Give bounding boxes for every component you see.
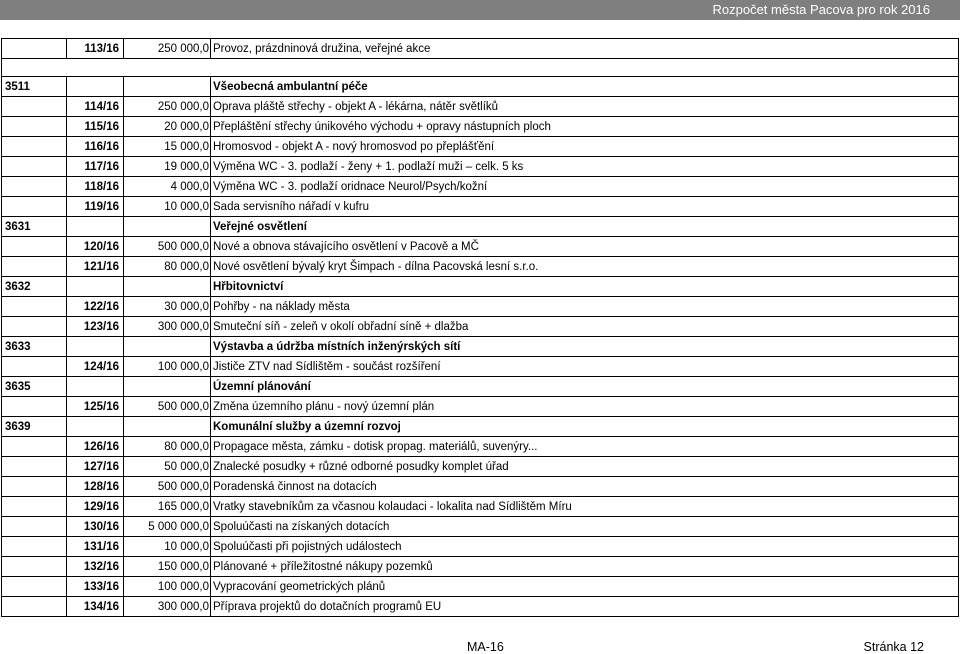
section-code-cell: 3639 xyxy=(2,417,67,437)
description-cell: Územní plánování xyxy=(211,377,959,397)
item-row xyxy=(2,597,959,617)
item-row xyxy=(2,237,959,257)
budget-table-body xyxy=(2,39,959,617)
item-row xyxy=(2,137,959,157)
item-row xyxy=(2,557,959,577)
section-code-cell: 3632 xyxy=(2,277,67,297)
item-code-cell xyxy=(67,277,124,297)
description-cell: Poradenská činnost na dotacích xyxy=(211,477,959,497)
description-cell: Oprava pláště střechy - objekt A - lékárna, nátěr světlíků xyxy=(211,97,959,117)
item-row xyxy=(2,577,959,597)
description-cell: Spoluúčasti na získaných dotacích xyxy=(211,517,959,537)
amount-cell: 500 000,0 xyxy=(124,237,211,257)
amount-cell: 15 000,0 xyxy=(124,137,211,157)
amount-cell: 250 000,0 xyxy=(124,39,211,59)
amount-cell: 5 000 000,0 xyxy=(124,517,211,537)
section-code-cell xyxy=(2,39,67,59)
item-code-cell: 115/16 xyxy=(67,117,124,137)
item-code-cell xyxy=(67,77,124,97)
section-code-cell xyxy=(2,317,67,337)
description-cell: Propagace města, zámku - dotisk propag. materiálů, suvenýry... xyxy=(211,437,959,457)
section-code-cell xyxy=(2,297,67,317)
item-row xyxy=(2,537,959,557)
section-code-cell xyxy=(2,397,67,417)
amount-cell xyxy=(124,377,211,397)
amount-cell xyxy=(124,77,211,97)
item-row xyxy=(2,397,959,417)
section-code-cell xyxy=(2,177,67,197)
section-code-cell: 3511 xyxy=(2,77,67,97)
amount-cell: 500 000,0 xyxy=(124,477,211,497)
item-code-cell: 128/16 xyxy=(67,477,124,497)
section-row xyxy=(2,417,959,437)
amount-cell: 80 000,0 xyxy=(124,437,211,457)
budget-table xyxy=(1,38,959,617)
description-cell: Nové osvětlení bývalý kryt Šimpach - dílna Pacovská lesní s.r.o. xyxy=(211,257,959,277)
section-row xyxy=(2,77,959,97)
item-code-cell: 113/16 xyxy=(67,39,124,59)
item-row xyxy=(2,39,959,59)
section-code-cell: 3635 xyxy=(2,377,67,397)
item-row xyxy=(2,177,959,197)
amount-cell xyxy=(124,337,211,357)
description-cell: Změna územního plánu - nový územní plán xyxy=(211,397,959,417)
item-code-cell xyxy=(67,377,124,397)
section-row xyxy=(2,337,959,357)
amount-cell xyxy=(124,217,211,237)
amount-cell: 250 000,0 xyxy=(124,97,211,117)
description-cell: Přepláštění střechy únikového východu + opravy nástupních ploch xyxy=(211,117,959,137)
description-cell: Pohřby - na náklady města xyxy=(211,297,959,317)
description-cell: Znalecké posudky + různé odborné posudky komplet úřad xyxy=(211,457,959,477)
item-row xyxy=(2,97,959,117)
item-code-cell: 132/16 xyxy=(67,557,124,577)
item-row xyxy=(2,497,959,517)
amount-cell: 100 000,0 xyxy=(124,577,211,597)
section-code-cell xyxy=(2,257,67,277)
item-code-cell: 119/16 xyxy=(67,197,124,217)
description-cell: Příprava projektů do dotačních programů EU xyxy=(211,597,959,617)
amount-cell: 500 000,0 xyxy=(124,397,211,417)
item-row xyxy=(2,457,959,477)
description-cell: Výstavba a údržba místních inženýrských sítí xyxy=(211,337,959,357)
section-code-cell xyxy=(2,117,67,137)
description-cell: Jističe ZTV nad Sídlištěm - součást rozšíření xyxy=(211,357,959,377)
item-code-cell: 124/16 xyxy=(67,357,124,377)
section-row xyxy=(2,377,959,397)
item-row xyxy=(2,477,959,497)
item-code-cell: 131/16 xyxy=(67,537,124,557)
description-cell: Hromosvod - objekt A - nový hromosvod po přeplášťění xyxy=(211,137,959,157)
item-code-cell: 127/16 xyxy=(67,457,124,477)
section-code-cell: 3631 xyxy=(2,217,67,237)
section-code-cell xyxy=(2,237,67,257)
description-cell: Nové a obnova stávajícího osvětlení v Pacově a MČ xyxy=(211,237,959,257)
item-row xyxy=(2,257,959,277)
amount-cell: 150 000,0 xyxy=(124,557,211,577)
footer-page-number: Stránka 12 xyxy=(863,640,924,654)
section-code-cell xyxy=(2,577,67,597)
section-code-cell xyxy=(2,197,67,217)
item-code-cell: 123/16 xyxy=(67,317,124,337)
description-cell: Hřbitovnictví xyxy=(211,277,959,297)
description-cell: Provoz, prázdninová družina, veřejné akce xyxy=(211,39,959,59)
description-cell: Plánované + příležitostné nákupy pozemků xyxy=(211,557,959,577)
item-row xyxy=(2,357,959,377)
amount-cell: 300 000,0 xyxy=(124,597,211,617)
item-code-cell: 117/16 xyxy=(67,157,124,177)
item-row xyxy=(2,437,959,457)
section-code-cell xyxy=(2,557,67,577)
header-bar xyxy=(0,0,960,20)
section-code-cell: 3633 xyxy=(2,337,67,357)
item-row xyxy=(2,157,959,177)
description-cell: Všeobecná ambulantní péče xyxy=(211,77,959,97)
amount-cell: 30 000,0 xyxy=(124,297,211,317)
item-code-cell: 133/16 xyxy=(67,577,124,597)
item-code-cell: 134/16 xyxy=(67,597,124,617)
amount-cell: 10 000,0 xyxy=(124,197,211,217)
description-cell: Smuteční síň - zeleň v okolí obřadní síně + dlažba xyxy=(211,317,959,337)
document-title: Rozpočet města Pacova pro rok 2016 xyxy=(712,2,930,17)
amount-cell: 10 000,0 xyxy=(124,537,211,557)
section-code-cell xyxy=(2,357,67,377)
description-cell: Výměna WC - 3. podlaží oridnace Neurol/Psych/kožní xyxy=(211,177,959,197)
amount-cell xyxy=(124,417,211,437)
section-code-cell xyxy=(2,137,67,157)
amount-cell: 165 000,0 xyxy=(124,497,211,517)
section-row xyxy=(2,217,959,237)
item-code-cell: 126/16 xyxy=(67,437,124,457)
description-cell: Výměna WC - 3. podlaží - ženy + 1. podlaží muži – celk. 5 ks xyxy=(211,157,959,177)
section-code-cell xyxy=(2,517,67,537)
item-row xyxy=(2,297,959,317)
item-code-cell xyxy=(67,217,124,237)
section-code-cell xyxy=(2,477,67,497)
item-code-cell: 125/16 xyxy=(67,397,124,417)
item-code-cell: 121/16 xyxy=(67,257,124,277)
section-code-cell xyxy=(2,97,67,117)
amount-cell: 300 000,0 xyxy=(124,317,211,337)
spacer-row xyxy=(2,59,959,77)
item-code-cell: 122/16 xyxy=(67,297,124,317)
section-code-cell xyxy=(2,537,67,557)
description-cell: Veřejné osvětlení xyxy=(211,217,959,237)
amount-cell: 19 000,0 xyxy=(124,157,211,177)
amount-cell: 80 000,0 xyxy=(124,257,211,277)
description-cell: Spoluúčasti při pojistných událostech xyxy=(211,537,959,557)
section-code-cell xyxy=(2,497,67,517)
item-code-cell: 118/16 xyxy=(67,177,124,197)
section-row xyxy=(2,277,959,297)
item-row xyxy=(2,317,959,337)
amount-cell xyxy=(124,277,211,297)
item-row xyxy=(2,197,959,217)
item-row xyxy=(2,517,959,537)
item-code-cell: 130/16 xyxy=(67,517,124,537)
item-row xyxy=(2,117,959,137)
item-code-cell: 116/16 xyxy=(67,137,124,157)
section-code-cell xyxy=(2,157,67,177)
section-code-cell xyxy=(2,437,67,457)
description-cell: Vratky stavebníkům za včasnou kolaudaci - lokalita nad Sídlištěm Míru xyxy=(211,497,959,517)
item-code-cell xyxy=(67,417,124,437)
description-cell: Komunální služby a územní rozvoj xyxy=(211,417,959,437)
item-code-cell: 114/16 xyxy=(67,97,124,117)
item-code-cell: 129/16 xyxy=(67,497,124,517)
footer-document-code: MA-16 xyxy=(467,640,504,654)
item-code-cell: 120/16 xyxy=(67,237,124,257)
amount-cell: 100 000,0 xyxy=(124,357,211,377)
amount-cell: 20 000,0 xyxy=(124,117,211,137)
section-code-cell xyxy=(2,457,67,477)
description-cell: Sada servisního nářadí v kufru xyxy=(211,197,959,217)
description-cell: Vypracování geometrických plánů xyxy=(211,577,959,597)
amount-cell: 50 000,0 xyxy=(124,457,211,477)
item-code-cell xyxy=(67,337,124,357)
amount-cell: 4 000,0 xyxy=(124,177,211,197)
spacer-cell xyxy=(2,59,959,77)
section-code-cell xyxy=(2,597,67,617)
